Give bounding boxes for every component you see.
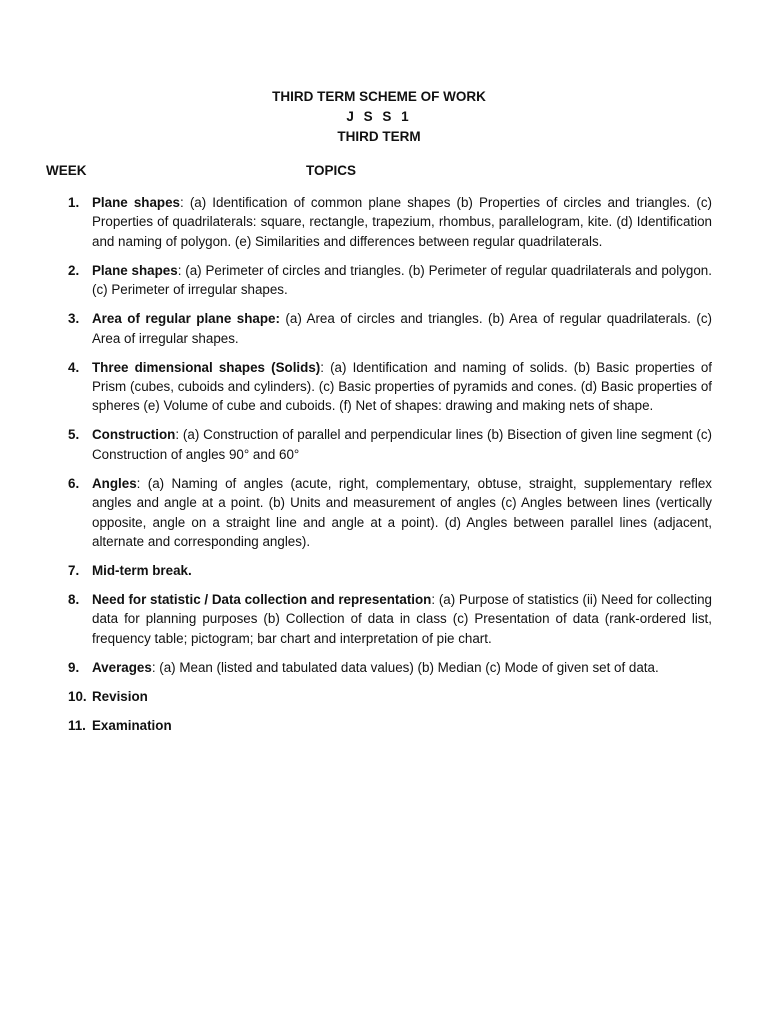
item-number: 3. — [68, 311, 80, 327]
item-number: 2. — [68, 262, 80, 278]
item-title: Three dimensional shapes (Solids) — [92, 359, 321, 375]
item-text: : (a) Mean (listed and tabulated data values) (b) Median (c) Mode of given set of data. — [151, 659, 659, 675]
item-number: 1. — [68, 195, 80, 210]
item-number: 9. — [68, 659, 80, 675]
document-title: THIRD TERM SCHEME OF WORK — [272, 89, 486, 104]
item-number: 8. — [68, 592, 80, 608]
week-column-header: WEEK — [46, 163, 87, 178]
item-text: : (a) Identification of common plane shapes (b) Properties of circles and triangles. (c) Properties of quadrilaterals: square, rectangle, trapezium, rhombus, parallelogram, kite. (d) Identification and naming of polygon. (e) Similarities and differences between regular quadrilaterals. — [92, 195, 712, 249]
item-text: : (a) Construction of parallel and perpendicular lines (b) Bisection of given line segment (c) Construction of angles 90° and 60° — [92, 427, 712, 462]
item-number: 6. — [68, 475, 80, 491]
item-title: Need for statistic / Data collection and representation — [92, 592, 432, 608]
list-item — [0, 716, 712, 735]
item-number: 10. — [68, 688, 87, 704]
list-item — [0, 474, 712, 552]
topics-column-header: TOPICS — [306, 163, 357, 178]
item-title: Angles — [92, 475, 137, 491]
list-item — [0, 309, 712, 348]
item-text: : (a) Naming of angles (acute, right, complementary, obtuse, straight, supplementary reflex angles and angle at a point. (b) Units and measurement of angles (c) Angles between lines (vertically opposite, angle on a straight line and angle at a point). (d) Angles between parallel lines (adjacent, alternate and corresponding angles). — [92, 475, 712, 550]
item-text: : (a) Purpose of statistics (ii) Need for collecting data for planning purposes (b) Collection of data in class (c) Presentation of data (rank-ordered list, frequency table; pictogram; bar chart and interpretation of pie chart. — [92, 592, 712, 646]
item-text: (a) Area of circles and triangles. (b) Area of regular quadrilaterals. (c) Area of irregular shapes. — [92, 311, 713, 346]
item-number: 4. — [68, 359, 80, 375]
item-title: Revision — [92, 688, 148, 704]
list-item — [0, 358, 712, 416]
item-title: Examination — [92, 717, 172, 733]
list-item — [0, 425, 712, 464]
item-title: Averages — [92, 659, 152, 675]
item-text: : (a) Perimeter of circles and triangles. (b) Perimeter of regular quadrilaterals and polygon. (c) Perimeter of irregular shapes. — [92, 262, 712, 298]
item-number: 5. — [68, 427, 80, 443]
list-item — [0, 590, 712, 648]
item-title: Mid-term break. — [92, 563, 192, 579]
term-label: THIRD TERM — [337, 129, 421, 144]
item-number: 11. — [68, 717, 86, 733]
class-label: J S S 1 — [346, 109, 412, 124]
list-item — [0, 193, 712, 251]
topics-list — [0, 193, 768, 745]
item-title: Plane shapes — [92, 262, 178, 278]
list-item — [0, 687, 712, 706]
list-item — [0, 658, 712, 677]
item-text: : (a) Identification and naming of solids. (b) Basic properties of Prism (cubes, cuboids and cylinders). (c) Basic properties of pyramids and cones. (d) Basic properties of spheres (e) Volume of cube and cuboids. (f) Net of shapes: drawing and making nets of shape. — [92, 359, 713, 414]
list-item — [0, 561, 712, 580]
item-title: Construction — [92, 427, 176, 443]
item-number: 7. — [68, 563, 80, 579]
item-title: Area of regular plane shape: — [92, 311, 280, 327]
item-title: Plane shapes — [92, 195, 180, 210]
list-item — [0, 261, 712, 300]
